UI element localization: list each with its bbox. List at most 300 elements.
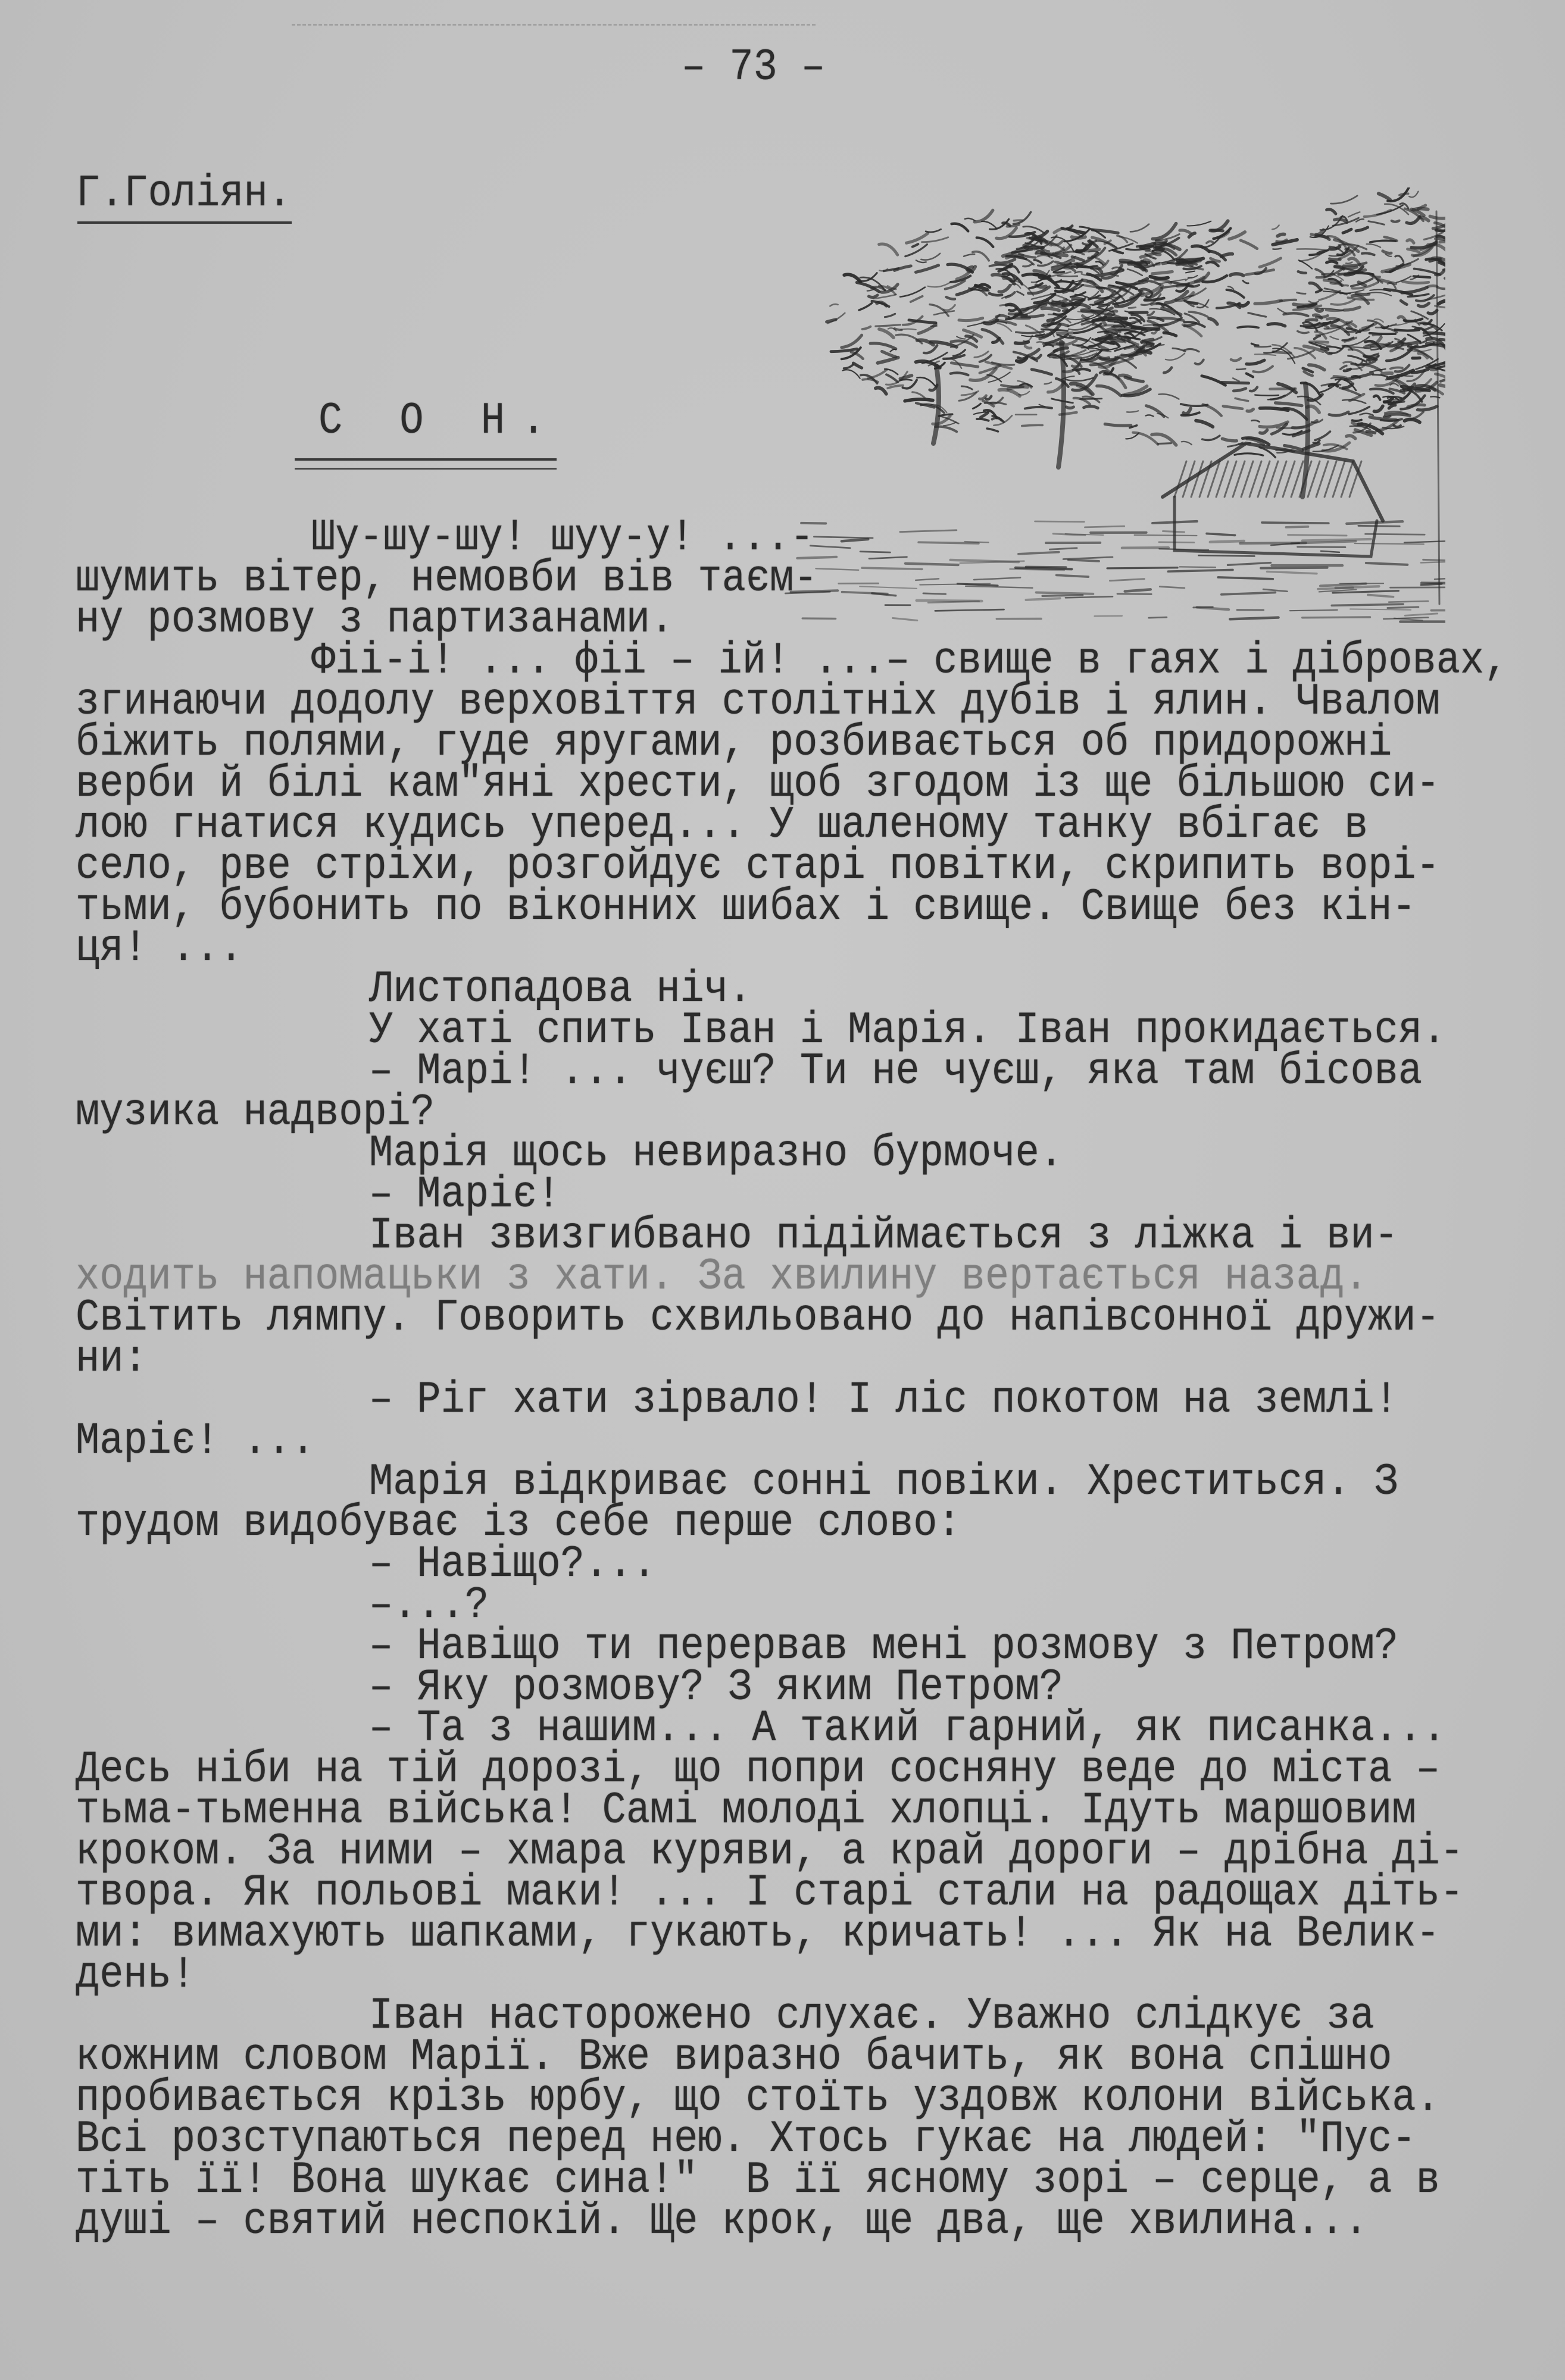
- engraving-stroke: [1343, 229, 1351, 233]
- engraving-stroke: [947, 297, 955, 299]
- engraving-stroke: [1077, 249, 1099, 251]
- engraving-stroke: [1066, 407, 1073, 408]
- engraving-stroke: [1207, 241, 1213, 243]
- engraving-stroke: [1222, 439, 1236, 441]
- engraving-stroke: [1255, 395, 1279, 396]
- engraving-stroke: [1025, 346, 1031, 348]
- text-line: Маріє! ...: [76, 1416, 316, 1467]
- engraving-stroke: [977, 419, 989, 421]
- engraving-stroke: [1331, 300, 1354, 305]
- engraving-stroke: [1235, 454, 1263, 455]
- engraving-stroke: [1389, 405, 1395, 408]
- engraving-stroke: [1045, 382, 1052, 384]
- engraving-stroke: [1352, 420, 1361, 421]
- engraving-stroke: [1373, 334, 1381, 335]
- engraving-stroke: [1418, 303, 1429, 307]
- text-line: біжить полями, гуде яругами, розбивається об придорожні: [76, 718, 1392, 769]
- engraving-stroke: [970, 368, 996, 380]
- engraving-stroke: [1113, 250, 1123, 253]
- engraving-stroke: [951, 373, 969, 375]
- engraving-stroke: [1309, 365, 1325, 370]
- engraving-stroke: [982, 221, 997, 229]
- engraving-stroke: [996, 259, 1015, 263]
- engraving-stroke: [1042, 308, 1060, 311]
- engraving-stroke: [1309, 301, 1319, 303]
- engraving-stroke: [902, 380, 917, 389]
- engraving-stroke: [951, 363, 978, 367]
- engraving-stroke: [1423, 327, 1432, 330]
- engraving-stroke: [1445, 333, 1446, 334]
- engraving-stroke: [1017, 292, 1024, 295]
- engraving-stroke: [1008, 387, 1028, 389]
- text-line: – Маріє!: [369, 1169, 561, 1221]
- engraving-stroke: [1034, 260, 1041, 263]
- engraving-stroke: [1195, 360, 1204, 364]
- text-line: – Ріг хати зірвало! І ліс покотом на землі!: [369, 1375, 1398, 1426]
- engraving-stroke: [1247, 409, 1253, 411]
- engraving-stroke: [1202, 376, 1226, 386]
- engraving-stroke: [859, 303, 872, 310]
- engraving-stroke: [1083, 243, 1093, 245]
- engraving-stroke: [1374, 396, 1380, 400]
- engraving-stroke: [1099, 358, 1115, 360]
- engraving-stroke: [1164, 368, 1172, 373]
- engraving-stroke: [879, 244, 898, 255]
- engraving-stroke: [1276, 403, 1302, 406]
- text-line: тьма-тьменна війська! Самі молоді хлопці. Ідуть маршовим: [76, 1785, 1416, 1837]
- engraving-stroke: [1222, 382, 1248, 383]
- engraving-stroke: [1369, 221, 1385, 225]
- engraving-stroke: [944, 305, 955, 311]
- text-line: тіть її! Вона шукає сина!" В її ясному зорі – серце, а в: [76, 2155, 1440, 2206]
- engraving-stroke: [1006, 292, 1015, 298]
- engraving-stroke: [1280, 300, 1297, 301]
- engraving-stroke: [1273, 248, 1281, 249]
- text-line: тьми, бубонить по віконних шибах і свище. Свище без кін-: [76, 882, 1416, 933]
- engraving-stroke: [1253, 366, 1273, 372]
- text-line: лою гнатися кудись уперед... У шаленому танку вбігає в: [76, 800, 1369, 851]
- engraving-stroke: [1250, 387, 1257, 392]
- engraving-stroke: [1430, 216, 1445, 218]
- engraving-stroke: [1356, 227, 1368, 231]
- engraving-stroke: [888, 386, 903, 389]
- engraving-stroke: [1235, 398, 1248, 401]
- engraving-stroke: [1188, 276, 1198, 278]
- engraving-stroke: [1255, 354, 1276, 355]
- engraving-stroke: [1440, 385, 1445, 390]
- engraving-stroke: [905, 399, 933, 401]
- engraving-stroke: [844, 365, 853, 368]
- engraving-stroke: [1127, 269, 1142, 276]
- engraving-stroke: [1298, 271, 1306, 273]
- engraving-stroke: [1032, 370, 1051, 375]
- text-line: Листопадова ніч.: [369, 964, 752, 1015]
- text-line: день!: [76, 1950, 196, 2001]
- engraving-stroke: [1394, 426, 1401, 427]
- engraving-stroke: [916, 265, 939, 273]
- engraving-stroke: [1260, 430, 1267, 433]
- engraving-stroke: [870, 343, 896, 349]
- engraving-stroke: [1183, 325, 1201, 336]
- engraving-stroke: [1391, 367, 1402, 368]
- engraving-stroke: [1382, 264, 1410, 271]
- engraving-stroke: [1411, 412, 1423, 419]
- text-line: ця! ...: [76, 923, 243, 974]
- title-double-underline: [295, 458, 557, 470]
- engraving-stroke: [1054, 272, 1064, 273]
- text-line: Марія щось невиразно бурмоче.: [369, 1128, 1063, 1180]
- engraving-stroke: [890, 349, 896, 352]
- engraving-stroke: [1348, 212, 1360, 217]
- engraving-stroke: [1236, 369, 1245, 370]
- engraving-stroke: [1127, 411, 1138, 412]
- engraving-stroke: [1255, 346, 1271, 347]
- text-line: село, рве стріхи, розгойдує старі повітки, скрипить ворі-: [76, 841, 1440, 892]
- engraving-stroke: [1146, 415, 1154, 416]
- engraving-stroke: [1322, 348, 1328, 349]
- text-line: – Та з нашим... А такий гарний, як писанка...: [369, 1703, 1447, 1754]
- engraving-stroke: [1066, 378, 1094, 381]
- text-line: Марія відкриває сонні повіки. Хреститься. З: [369, 1457, 1398, 1508]
- engraving-stroke: [965, 218, 975, 221]
- engraving-stroke: [1316, 309, 1323, 311]
- engraving-stroke: [999, 390, 1020, 396]
- text-line: – Яку розмову? З яким Петром?: [369, 1662, 1063, 1713]
- engraving-stroke: [1185, 314, 1199, 322]
- engraving-stroke: [1154, 319, 1180, 325]
- engraving-stroke: [1364, 210, 1391, 217]
- engraving-stroke: [1023, 264, 1032, 267]
- engraving-stroke: [876, 325, 901, 327]
- engraving-stroke: [1058, 342, 1064, 467]
- engraving-stroke: [1356, 324, 1373, 333]
- engraving-stroke: [1009, 309, 1016, 311]
- engraving-stroke: [1141, 248, 1149, 249]
- text-line: душі – святий неспокій. Ще крок, ще два, ще хвилина...: [76, 2196, 1369, 2247]
- engraving-stroke: [1414, 276, 1430, 277]
- engraving-stroke: [1342, 285, 1348, 286]
- engraving-stroke: [1382, 373, 1392, 374]
- engraving-stroke: [1330, 336, 1339, 339]
- engraving-stroke: [1334, 376, 1347, 378]
- engraving-stroke: [1184, 349, 1199, 351]
- engraving-stroke: [1120, 261, 1146, 262]
- engraving-stroke: [842, 370, 860, 378]
- engraving-stroke: [1352, 376, 1360, 377]
- engraving-stroke: [1427, 286, 1436, 287]
- engraving-stroke: [1238, 327, 1258, 328]
- engraving-stroke: [1298, 331, 1309, 333]
- engraving-stroke: [1326, 310, 1343, 311]
- text-line: музика надворі?: [76, 1087, 435, 1139]
- engraving-stroke: [1310, 283, 1320, 290]
- engraving-stroke: [926, 229, 941, 232]
- engraving-stroke: [1297, 293, 1305, 294]
- engraving-stroke: [1438, 229, 1445, 230]
- engraving-stroke: [1130, 224, 1149, 232]
- engraving-stroke: [913, 244, 919, 247]
- text-line: ми: вимахують шапками, гукають, кричать! ... Як на Велик-: [76, 1909, 1440, 1960]
- engraving-stroke: [1223, 406, 1242, 408]
- engraving-stroke: [1374, 406, 1383, 411]
- engraving-stroke: [1316, 315, 1327, 317]
- engraving-stroke: [922, 237, 948, 242]
- engraving-stroke: [1182, 442, 1192, 445]
- engraving-stroke: [919, 324, 936, 333]
- engraving-stroke: [916, 260, 926, 262]
- engraving-stroke: [1392, 221, 1400, 222]
- engraving-stroke: [1149, 318, 1163, 321]
- engraving-stroke: [973, 404, 980, 408]
- engraving-stroke: [1125, 377, 1143, 381]
- engraving-stroke: [930, 385, 937, 390]
- engraving-stroke: [1019, 392, 1030, 395]
- engraving-stroke: [1352, 423, 1362, 424]
- text-line: Шу-шу-шу! шуу-у! ...-: [311, 512, 814, 564]
- engraving-stroke: [973, 252, 989, 261]
- engraving-stroke: [1255, 301, 1281, 304]
- text-line: верби й білі кам"яні хрести, щоб згодом із ще більшою си-: [76, 759, 1440, 810]
- engraving-stroke: [1248, 313, 1266, 317]
- engraving-stroke: [895, 329, 902, 330]
- engraving-stroke: [1233, 389, 1246, 391]
- engraving-stroke: [1202, 436, 1220, 440]
- engraving-stroke: [1439, 301, 1446, 304]
- engraving-stroke: [1383, 427, 1404, 429]
- engraving-stroke: [1117, 236, 1127, 242]
- engraving-stroke: [1335, 219, 1347, 222]
- engraving-stroke: [1316, 290, 1322, 292]
- engraving-stroke: [1009, 316, 1015, 318]
- engraving-stroke: [1210, 221, 1228, 230]
- engraving-stroke: [1092, 230, 1118, 233]
- engraving-stroke: [1401, 301, 1407, 304]
- engraving-stroke: [1227, 290, 1244, 298]
- text-line: Іван звизгибвано підіймається з ліжка і ви-: [369, 1211, 1398, 1262]
- engraving-stroke: [854, 363, 862, 368]
- engraving-stroke: [1241, 240, 1257, 249]
- engraving-stroke: [1342, 400, 1366, 404]
- engraving-stroke: [886, 374, 898, 382]
- story-title: С О Н.: [318, 396, 563, 447]
- engraving-stroke: [1187, 221, 1211, 226]
- engraving-stroke: [921, 254, 940, 260]
- engraving-stroke: [1277, 234, 1285, 236]
- engraving-stroke: [1284, 313, 1308, 316]
- engraving-stroke: [1098, 318, 1127, 320]
- engraving-stroke: [1243, 281, 1248, 283]
- engraving-stroke: [1331, 196, 1358, 204]
- engraving-stroke: [924, 345, 937, 353]
- engraving-stroke: [879, 329, 894, 337]
- top-rule: [292, 24, 816, 27]
- engraving-stroke: [1251, 343, 1258, 345]
- engraving-stroke: [968, 323, 985, 327]
- text-line: Світить лямпу. Говорить схвильовано до напівсонної дружи-: [76, 1293, 1440, 1344]
- page-number: – 73 –: [682, 42, 826, 93]
- engraving-stroke: [1327, 209, 1336, 214]
- text-line: – Навіщо ти перервав мені розмову з Петром?: [369, 1621, 1398, 1672]
- engraving-stroke: [1180, 230, 1191, 233]
- engraving-stroke: [1247, 374, 1253, 377]
- engraving-stroke: [1229, 232, 1245, 239]
- engraving-stroke: [1152, 272, 1173, 274]
- engraving-stroke: [1370, 240, 1396, 242]
- engraving-stroke: [1252, 420, 1260, 421]
- engraving-stroke: [913, 392, 925, 398]
- engraving-stroke: [1010, 266, 1019, 272]
- engraving-stroke: [869, 295, 877, 297]
- engraving-stroke: [842, 335, 862, 348]
- engraving-stroke: [977, 237, 994, 247]
- engraving-stroke: [1302, 384, 1308, 497]
- engraving-stroke: [1346, 262, 1352, 264]
- engraving-stroke: [1016, 331, 1044, 333]
- engraving-stroke: [1025, 247, 1043, 248]
- engraving-stroke: [1428, 311, 1437, 314]
- engraving-stroke: [999, 286, 1010, 292]
- engraving-stroke: [990, 265, 1010, 266]
- engraving-stroke: [1417, 406, 1437, 410]
- engraving-stroke: [1173, 348, 1185, 351]
- engraving-stroke: [900, 287, 925, 297]
- text-line: твора. Як польові маки! ... І старі стали на радощах діть-: [76, 1868, 1464, 1919]
- engraving-stroke: [1347, 436, 1355, 439]
- engraving-stroke: [1209, 318, 1217, 324]
- engraving-stroke: [1383, 251, 1391, 254]
- engraving-stroke: [911, 296, 923, 302]
- engraving-stroke: [1097, 386, 1121, 395]
- text-line: – Марі! ... чуєш? Ти не чуєш, яка там бісова: [369, 1046, 1423, 1097]
- engraving-stroke: [1164, 333, 1176, 336]
- engraving-stroke: [1183, 408, 1191, 414]
- engraving-stroke: [1233, 378, 1239, 381]
- engraving-stroke: [1018, 357, 1026, 359]
- engraving-stroke: [1367, 244, 1381, 248]
- author-name: Г.Голіян.: [76, 168, 292, 220]
- engraving-stroke: [1326, 261, 1337, 263]
- author-underline: [77, 221, 292, 224]
- engraving-stroke: [1147, 343, 1153, 345]
- engraving-stroke: [1341, 366, 1347, 370]
- engraving-stroke: [1260, 258, 1281, 267]
- engraving-stroke: [1033, 355, 1041, 359]
- engraving-stroke: [1268, 324, 1285, 326]
- engraving-stroke: [1027, 349, 1039, 356]
- text-line: трудом видобуває із себе перше слово:: [76, 1498, 961, 1549]
- engraving-stroke: [1315, 431, 1330, 440]
- engraving-stroke: [952, 224, 969, 232]
- engraving-stroke: [974, 352, 988, 358]
- engraving-stroke: [863, 327, 871, 329]
- engraving-stroke: [1186, 271, 1195, 273]
- engraving-stroke: [882, 352, 896, 357]
- engraving-stroke: [1166, 354, 1185, 360]
- engraving-stroke: [1203, 405, 1222, 416]
- engraving-stroke: [1025, 407, 1052, 409]
- engraving-stroke: [1409, 192, 1418, 198]
- engraving-stroke: [1379, 193, 1390, 199]
- engraving-stroke: [1277, 308, 1286, 313]
- text-line: Десь ніби на тій дорозі, що попри сосняну веде до міста –: [76, 1744, 1440, 1796]
- engraving-stroke: [830, 304, 838, 306]
- engraving-stroke: [844, 274, 860, 282]
- engraving-stroke: [961, 391, 978, 395]
- engraving-stroke: [1306, 320, 1317, 321]
- engraving-stroke: [877, 302, 886, 306]
- engraving-stroke: [1260, 408, 1288, 411]
- text-line: – Навіщо?...: [369, 1539, 657, 1590]
- engraving-stroke: [1036, 285, 1046, 287]
- engraving-stroke: [959, 318, 983, 321]
- engraving-stroke: [987, 429, 998, 431]
- text-line: кроком. За ними – хмара куряви, а край дороги – дрібна ді-: [76, 1827, 1464, 1878]
- engraving-stroke: [928, 282, 951, 287]
- engraving-stroke: [1247, 360, 1264, 364]
- text-line: шумить вітер, немовби вів таєм-: [76, 553, 818, 605]
- engraving-stroke: [1016, 342, 1029, 343]
- engraving-stroke: [1000, 305, 1012, 306]
- engraving-stroke: [1022, 425, 1042, 426]
- engraving-stroke: [876, 388, 886, 394]
- engraving-stroke: [1395, 256, 1404, 262]
- engraving-stroke: [957, 337, 965, 339]
- text-line: ну розмову з партизанами.: [76, 595, 674, 646]
- engraving-stroke: [901, 329, 916, 330]
- engraving-stroke: [1438, 287, 1445, 289]
- engraving-stroke: [917, 377, 936, 387]
- engraving-stroke: [961, 386, 972, 389]
- engraving-stroke: [1272, 225, 1279, 229]
- engraving-stroke: [1292, 421, 1317, 428]
- engraving-stroke: [944, 423, 956, 426]
- engraving-stroke: [1332, 326, 1349, 334]
- engraving-stroke: [1196, 421, 1213, 427]
- engraving-stroke: [1411, 311, 1428, 319]
- engraving-stroke: [1159, 394, 1179, 399]
- engraving-stroke: [1207, 262, 1219, 266]
- engraving-stroke: [1084, 406, 1098, 408]
- engraving-stroke: [1013, 212, 1030, 224]
- engraving-stroke: [1362, 253, 1375, 255]
- engraving-stroke: [1158, 443, 1171, 444]
- engraving-stroke: [1105, 424, 1131, 426]
- text-line: –...?: [369, 1580, 489, 1631]
- engraving-stroke: [1014, 220, 1022, 221]
- engraving-stroke: [1314, 336, 1320, 339]
- engraving-stroke: [1402, 282, 1429, 283]
- text-line: Іван насторожено слухає. Уважно слідкує за: [369, 1991, 1375, 2042]
- engraving-stroke: [1411, 321, 1419, 325]
- engraving-stroke: [1127, 331, 1135, 333]
- text-line: Всі розступаються перед нею. Хтось гукає на людей: "Пус-: [76, 2114, 1416, 2165]
- engraving-stroke: [1130, 312, 1147, 313]
- engraving-stroke: [964, 254, 974, 257]
- engraving-stroke: [974, 210, 993, 222]
- text-line: згинаючи додолу верховіття столітніх дубів і ялин. Чвалом: [76, 677, 1440, 728]
- engraving-stroke: [885, 314, 895, 317]
- engraving-stroke: [1230, 274, 1244, 276]
- engraving-stroke: [1407, 217, 1420, 224]
- text-line: Фіі-і! ... фіі – ій! ...– свище в гаях і дібровах,: [311, 636, 1508, 687]
- engraving-stroke: [1344, 307, 1360, 310]
- text-line: кожним словом Марії. Вже виразно бачить, як вона спішно: [76, 2032, 1392, 2083]
- story-body: [76, 512, 1516, 2247]
- text-line: У хаті спить Іван і Марія. Іван прокидається.: [369, 1005, 1447, 1056]
- engraving-stroke: [1329, 412, 1348, 415]
- engraving-stroke: [1231, 358, 1241, 361]
- text-line: ни:: [76, 1334, 148, 1385]
